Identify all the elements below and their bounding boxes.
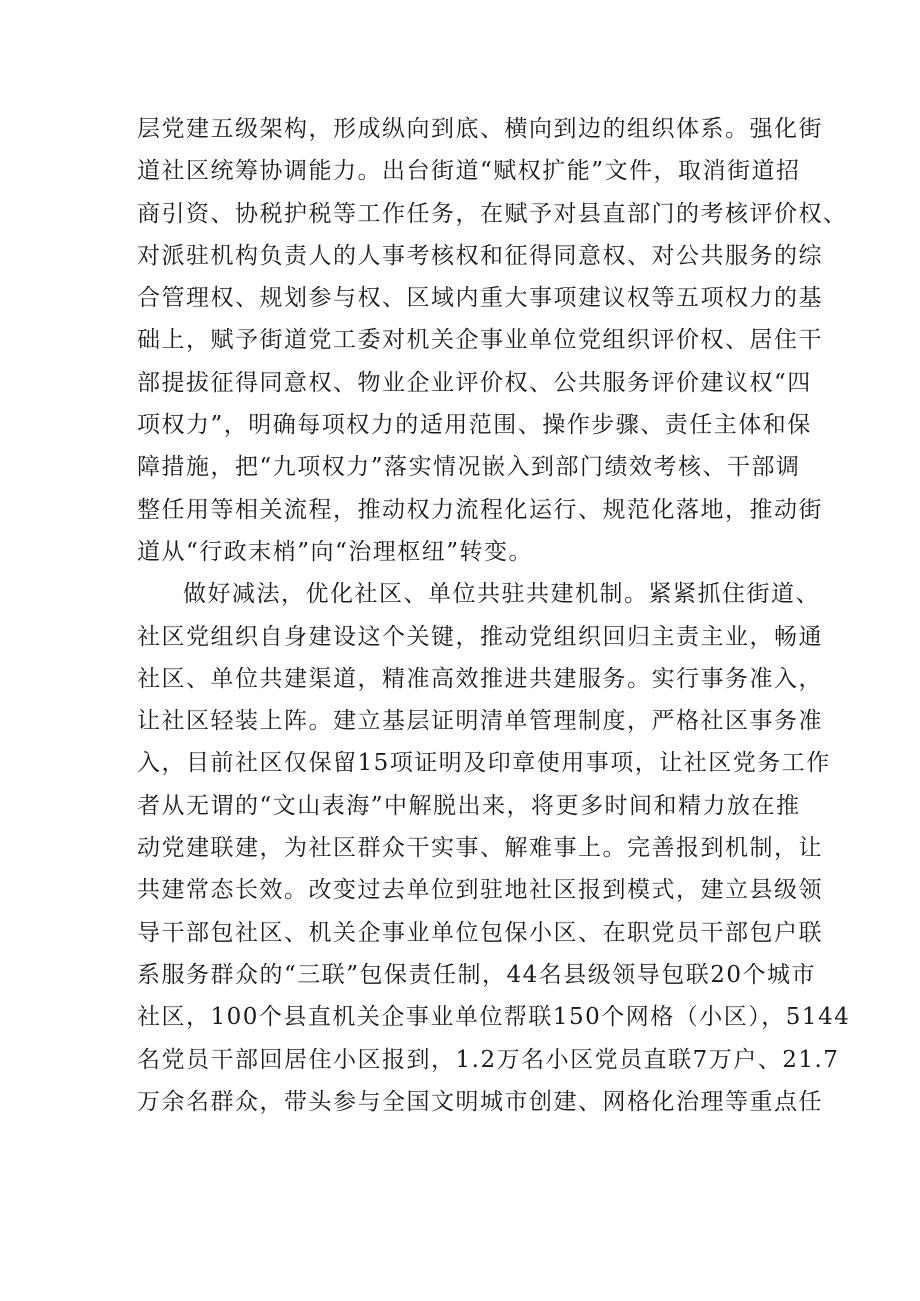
- paragraph-2: [137, 573, 851, 1123]
- text-line: 共建常态长效。改变过去单位到驻地社区报到模式，建立县级领: [137, 877, 823, 904]
- text-line: 层党建五级架构，形成纵向到底、横向到边的组织体系。强化街: [137, 116, 823, 142]
- text-line: 障措施，把“九项权力”落实情况嵌入到部门绩效考核、干部调: [137, 454, 801, 481]
- body-text: [137, 108, 851, 1123]
- text-line: 对派驻机构负责人的人事考核权和征得同意权、对公共服务的综: [137, 242, 823, 269]
- text-line: 社区党组织自身建设这个关键，推动党组织回归主责主业，畅通: [137, 623, 823, 650]
- text-line: 合管理权、规划参与权、区域内重大事项建议权等五项权力的基: [137, 285, 823, 312]
- text-line: 做好减法，优化社区、单位共驻共建机制。紧紧抓住街道、: [183, 581, 820, 608]
- text-line: 商引资、协税护税等工作任务，在赋予对县直部门的考核评价权、: [137, 200, 848, 227]
- paragraph-1: [137, 108, 848, 573]
- text-line: 项权力”，明确每项权力的适用范围、操作步骤、责任主体和保: [137, 412, 812, 439]
- text-line: 导干部包社区、机关企事业单位包保小区、在职党员干部包户联: [137, 919, 823, 946]
- text-line: 社区，100个县直机关企事业单位帮联150个网格（小区），5144: [137, 1004, 851, 1031]
- text-line: 者从无谓的“文山表海”中解脱出来，将更多时间和精力放在推: [137, 792, 801, 819]
- text-line: 社区、单位共建渠道，精准高效推进共建服务。实行事务准入，: [137, 665, 823, 692]
- text-line: 入，目前社区仅保留15项证明及印章使用事项，让社区党务工作: [137, 750, 831, 777]
- text-line: 系服务群众的“三联”包保责任制，44名县级领导包联20个城市: [137, 961, 817, 988]
- text-line: 部提拔征得同意权、物业企业评价权、公共服务评价建议权“四: [137, 369, 812, 396]
- text-line: 让社区轻装上阵。建立基层证明清单管理制度，严格社区事务准: [137, 708, 823, 735]
- text-line: 础上，赋予街道党工委对机关企事业单位党组织评价权、居住干: [137, 327, 823, 354]
- text-line: 道社区统筹协调能力。出台街道“赋权扩能”文件，取消街道招: [137, 158, 801, 185]
- text-line: 动党建联建，为社区群众干实事、解难事上。完善报到机制，让: [137, 835, 823, 862]
- text-line: 名党员干部回居住小区报到，1.2万名小区党员直联7万户、21.7: [137, 1046, 840, 1073]
- text-line: 整任用等相关流程，推动权力流程化运行、规范化落地，推动街: [137, 496, 823, 523]
- text-line: 万余名群众，带头参与全国文明城市创建、网格化治理等重点任: [137, 1088, 823, 1115]
- text-line: 道从“行政末梢”向“治理枢纽”转变。: [137, 538, 534, 565]
